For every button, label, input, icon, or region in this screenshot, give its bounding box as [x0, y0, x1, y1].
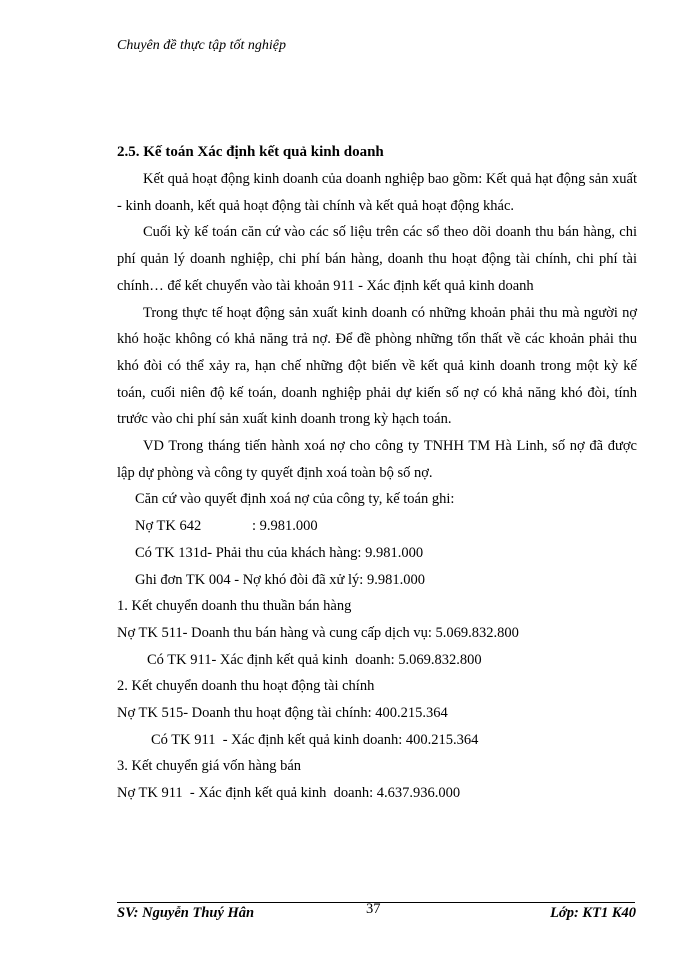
footer-class: Lớp: KT1 K40: [550, 905, 636, 921]
footer-student-name: SV: Nguyễn Thuý Hân: [117, 905, 255, 921]
section-heading: 2.5. Kế toán Xác định kết quả kinh doanh: [117, 144, 384, 160]
entry-intro: Căn cứ vào quyết định xoá nợ của công ty, kế toán ghi:: [135, 491, 455, 508]
entry-debit-642: Nợ TK 642 : 9.981.000: [135, 518, 318, 535]
section-body: [117, 166, 637, 807]
paragraph: Cuối kỳ kế toán căn cứ vào các số liệu trên các sổ theo dõi doanh thu bán hàng, chi phí quản lý doanh nghiệp, chi phí bán hàng, doanh thu hoạt động tài chính, chi phí tài chính… để kết chuyển vào tài khoản 911 - Xác định kết quả kinh doanh: [117, 224, 637, 294]
step2-debit: Nợ TK 515- Doanh thu hoạt động tài chính: 400.215.364: [117, 705, 448, 722]
page-number: 37: [366, 901, 381, 917]
step2-title: 2. Kết chuyển doanh thu hoạt động tài chính: [117, 678, 375, 695]
paragraph: VD Trong tháng tiến hành xoá nợ cho công ty TNHH TM Hà Linh, số nợ đã được lập dự phòng và công ty quyết định xoá toàn bộ số nợ.: [117, 438, 637, 481]
step2-credit: Có TK 911 - Xác định kết quả kinh doanh: 400.215.364: [151, 731, 479, 748]
paragraph: Kết quả hoạt động kinh doanh của doanh nghiệp bao gồm: Kết quả hạt động sản xuất - kinh doanh, kết quả hoạt động tài chính và kết quả hoạt động khác.: [117, 171, 637, 214]
step3-debit: Nợ TK 911 - Xác định kết quả kinh doanh: 4.637.936.000: [117, 785, 461, 802]
entry-credit-131: Có TK 131d- Phải thu của khách hàng: 9.981.000: [135, 544, 424, 561]
entry-note-004: Ghi đơn TK 004 - Nợ khó đòi đã xử lý: 9.981.000: [135, 571, 425, 588]
step1-title: 1. Kết chuyển doanh thu thuần bán hàng: [117, 598, 352, 615]
step1-debit: Nợ TK 511- Doanh thu bán hàng và cung cấp dịch vụ: 5.069.832.800: [117, 624, 519, 641]
running-header-title: Chuyên đề thực tập tốt nghiệp: [117, 38, 286, 53]
paragraph: Trong thực tế hoạt động sản xuất kinh doanh có những khoản phải thu mà người nợ khó hoặc không có khả năng trả nợ. Để đề phòng những tổn thất về các khoản phải thu khó đòi có thể xảy ra, hạn chế những đột biến về kết quả kinh doanh trong một kỳ kế toán, cuối niên độ kế toán, doanh nghiệp phải dự kiến số nợ có khả năng khó đòi, tính trước vào chi phí sản xuất kinh doanh trong kỳ hạch toán.: [117, 304, 637, 428]
step3-title: 3. Kết chuyển giá vốn hàng bán: [117, 758, 302, 775]
step1-credit: Có TK 911- Xác định kết quả kinh doanh: 5.069.832.800: [147, 651, 482, 668]
